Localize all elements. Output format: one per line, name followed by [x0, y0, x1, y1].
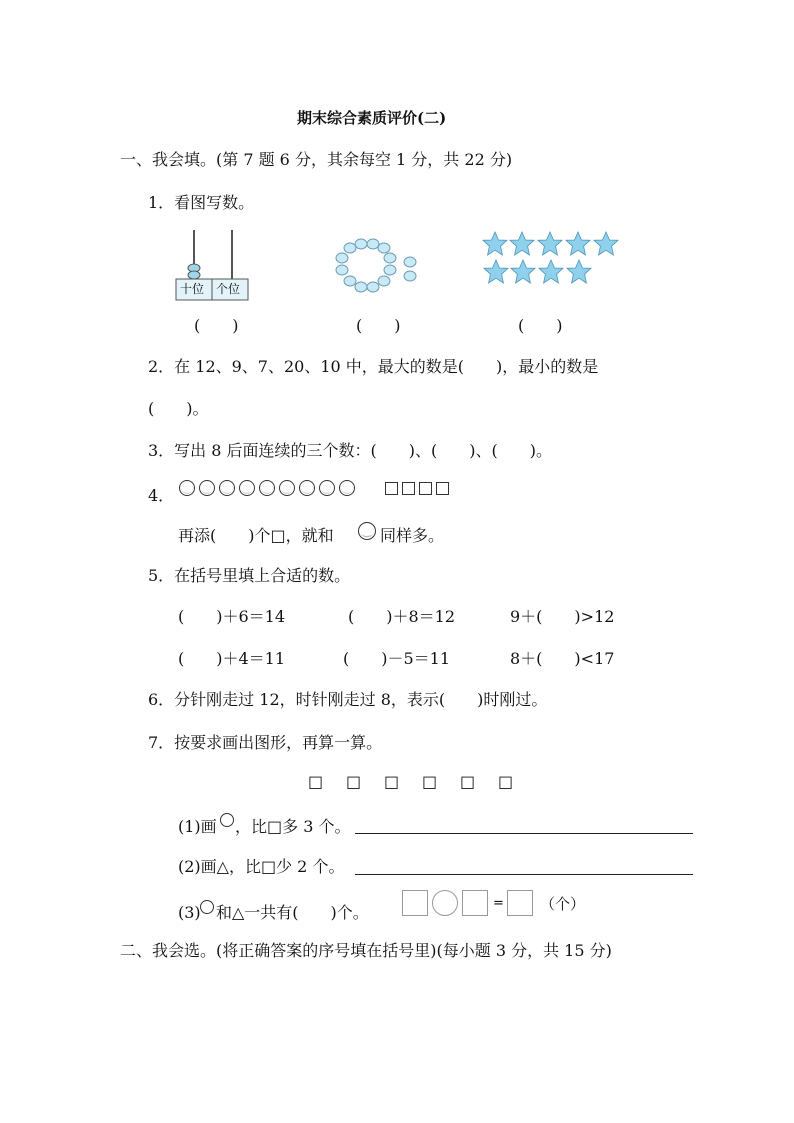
q7-square-5: □: [460, 772, 476, 791]
stars-figure: [480, 230, 625, 288]
q7-sub1-answer-line[interactable]: [355, 833, 693, 834]
square-icon: [385, 482, 398, 495]
q5-eq-1: ( )＋6＝14: [178, 607, 286, 626]
circle-outline-icon: [199, 899, 215, 915]
q7-sub1-label: (1)画: [178, 817, 217, 836]
q7-square-1: □: [308, 772, 324, 791]
q5-text: 5．在括号里填上合适的数。: [148, 566, 351, 585]
q7-text: 7．按要求画出图形，再算一算。: [148, 733, 383, 752]
answer-box-operator[interactable]: [432, 890, 458, 916]
q1-text: 1．看图写数。: [148, 193, 255, 212]
q4-circles: [178, 479, 358, 497]
square-icon: [419, 482, 432, 495]
unit-label: （个）: [540, 895, 586, 913]
q7-square-2: □: [346, 772, 362, 791]
abacus-label-ones: 个位: [216, 282, 241, 296]
abacus-label-tens: 十位: [180, 282, 205, 296]
q3-text: 3．写出 8 后面连续的三个数：( )、( )、( )。: [148, 441, 552, 460]
square-icon: [402, 482, 415, 495]
q5-eq-6: 8＋( )<17: [510, 649, 615, 668]
q5-eq-2: ( )＋8＝12: [348, 607, 456, 626]
q7-square-6: □: [498, 772, 514, 791]
section2-heading: 二、我会选。(将正确答案的序号填在括号里)(每小题 3 分，共 15 分): [120, 941, 612, 960]
answer-box-square[interactable]: [402, 890, 428, 916]
q4-number: 4．: [148, 486, 175, 505]
circle-icon: [357, 521, 377, 541]
q7-square-4: □: [422, 772, 438, 791]
bead-ring-drawing: [330, 238, 420, 298]
page-title: 期末综合素质评价(二): [297, 109, 447, 127]
q2-line-1: 2．在 12、9、7、20、10 中，最大的数是( )，最小的数是: [148, 357, 599, 376]
q4-squares: [385, 480, 449, 499]
section1-heading: 一、我会填。(第 7 题 6 分，其余每空 1 分，共 22 分): [120, 150, 513, 169]
square-icon: [436, 482, 449, 495]
q7-sub3-label: (3): [178, 903, 201, 922]
q1-blank-3[interactable]: ( ): [518, 316, 563, 335]
q5-eq-5: ( )－5＝11: [343, 649, 451, 668]
q5-eq-4: ( )＋4＝11: [178, 649, 286, 668]
q4-line-a: 再添( )个□，就和: [178, 526, 334, 545]
q4-circles-drawing: [178, 479, 358, 497]
answer-box-total[interactable]: [507, 890, 533, 916]
q6-text: 6．分针刚走过 12，时针刚走过 8，表示( )时刚过。: [148, 690, 548, 709]
answer-box-triangle[interactable]: [462, 890, 488, 916]
q2-line-2: ( )。: [148, 399, 209, 418]
q7-sub2-answer-line[interactable]: [355, 874, 693, 875]
abacus-figure: [175, 228, 250, 302]
q1-blank-2[interactable]: ( ): [356, 316, 401, 335]
q7-sub3-text: 和△一共有( )个。: [216, 903, 369, 922]
q4-line-b: 同样多。: [380, 526, 445, 545]
bead-ring-figure: [330, 238, 420, 298]
q7-square-3: □: [384, 772, 400, 791]
stars-drawing: [480, 230, 625, 288]
equals-sign: =: [493, 896, 504, 911]
circle-outline-icon: [219, 812, 235, 828]
q7-sub1-text: ，比□多 3 个。: [235, 817, 351, 836]
q7-sub2-text: (2)画△，比□少 2 个。: [178, 857, 345, 876]
q5-eq-3: 9＋( )>12: [510, 607, 615, 626]
q1-blank-1[interactable]: ( ): [194, 316, 239, 335]
